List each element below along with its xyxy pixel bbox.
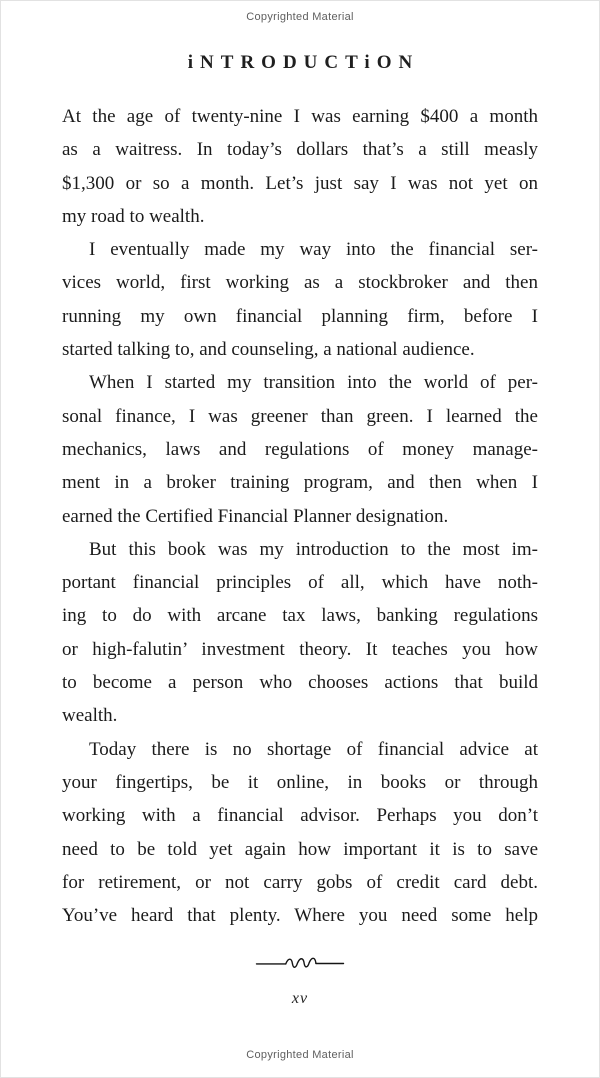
paragraph <box>62 733 538 933</box>
text-line: need to be told yet again how important it is to save <box>62 838 538 860</box>
paragraph <box>62 233 538 366</box>
chapter-heading: iNTRODUCTiON <box>187 52 420 73</box>
text-line: or high-falutin’ investment theory. It teaches you how <box>62 638 538 660</box>
copyright-notice-top: Copyrighted Material <box>246 11 354 23</box>
page-number: xv <box>291 990 309 1008</box>
text-line: At the age of twenty-nine I was earning $400 a month <box>62 106 538 127</box>
text-line: working with a financial advisor. Perhaps you don’t <box>62 805 538 827</box>
text-line: But this book was my introduction to the most im- <box>89 538 538 560</box>
squiggle-ornament-icon <box>254 956 346 971</box>
text-line: for retirement, or not carry gobs of credit card debt. <box>62 871 538 893</box>
text-line: vices world, first working as a stockbroker and then <box>62 272 538 294</box>
text-line: earned the Certified Financial Planner designation. <box>62 505 449 527</box>
text-line: sonal finance, I was greener than green. I learned the <box>62 405 538 427</box>
text-line: $1,300 or so a month. Let’s just say I was not yet on <box>62 172 538 194</box>
text-line: When I started my transition into the world of per- <box>89 372 538 394</box>
text-line: portant financial principles of all, which have noth- <box>62 572 538 594</box>
text-line: Today there is no shortage of financial advice at <box>89 738 538 760</box>
text-line: running my own financial planning firm, before I <box>62 305 538 327</box>
text-line: I eventually made my way into the financial ser- <box>89 239 538 261</box>
paragraph <box>62 366 538 532</box>
text-line: ing to do with arcane tax laws, banking regulations <box>62 605 538 627</box>
section-divider <box>1 954 599 972</box>
text-line: started talking to, and counseling, a national audience. <box>62 339 475 361</box>
text-line: as a waitress. In today’s dollars that’s a still measly <box>62 139 538 161</box>
paragraph <box>62 100 538 233</box>
text-line: wealth. <box>62 705 118 727</box>
copyright-notice-bottom: Copyrighted Material <box>246 1049 354 1061</box>
text-line: You’ve heard that plenty. Where you need some help <box>62 905 538 927</box>
text-line: to become a person who chooses actions that build <box>62 672 538 694</box>
text-line: my road to wealth. <box>62 205 205 227</box>
text-line: ment in a broker training program, and then when I <box>62 472 538 494</box>
paragraph <box>62 533 538 733</box>
body-paragraphs <box>62 100 538 932</box>
text-line: your fingertips, be it online, in books or through <box>62 771 538 793</box>
text-line: mechanics, laws and regulations of money manage- <box>62 438 538 460</box>
